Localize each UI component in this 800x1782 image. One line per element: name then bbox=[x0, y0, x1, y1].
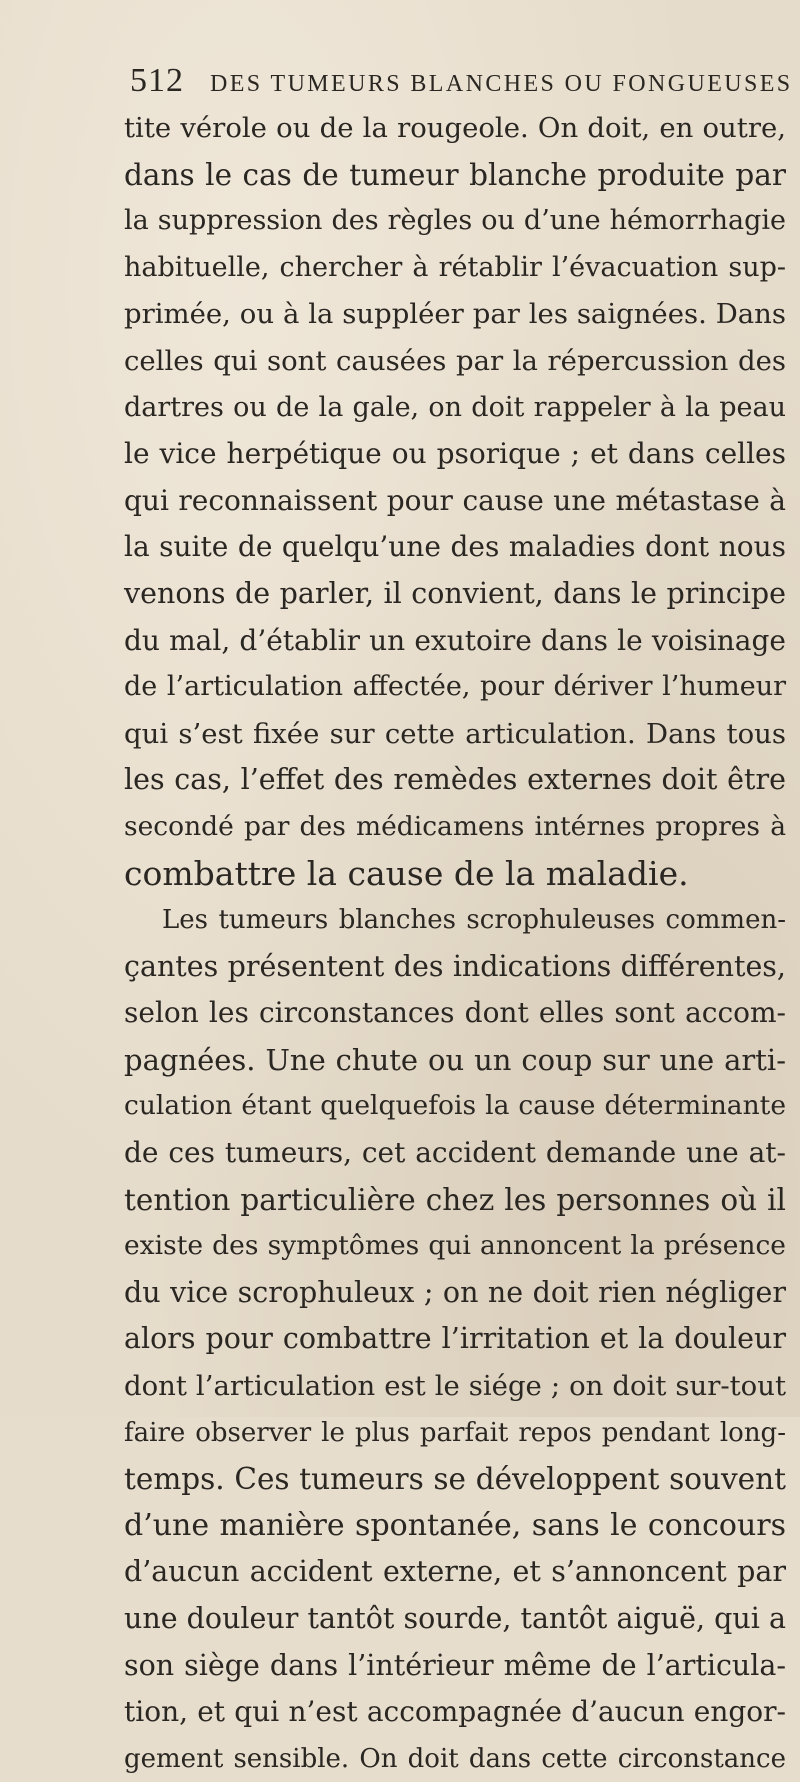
text-line: qui reconnaissent pour cause une métastase à bbox=[124, 483, 786, 517]
text-line: existe des symptômes qui annoncent la présence bbox=[124, 1230, 786, 1262]
text-line: gement sensible. On doit dans cette circonstance bbox=[124, 1743, 786, 1774]
text-line: les cas, l’effet des remèdes externes doit être bbox=[124, 763, 786, 797]
text-line: culation étant quelquefois la cause déterminante bbox=[124, 1090, 786, 1122]
text-line: habituelle, chercher à rétablir l’évacuation sup- bbox=[124, 251, 786, 283]
text-line: dont l’articulation est le siége ; on doit sur-tout bbox=[124, 1370, 786, 1403]
text-line: d’une manière spontanée, sans le concours bbox=[124, 1507, 786, 1543]
text-line: selon les circonstances dont elles sont accom- bbox=[124, 996, 786, 1030]
text-line: de l’articulation affectée, pour dériver l’humeur bbox=[124, 671, 786, 703]
text-line: tion, et qui n’est accompagnée d’aucun engor- bbox=[124, 1695, 786, 1729]
text-line: secondé par des médicamens intérnes propres à bbox=[124, 810, 786, 842]
text-line: dans le cas de tumeur blanche produite par bbox=[124, 157, 786, 192]
paragraph-end-line: combattre la cause de la maladie. bbox=[124, 853, 689, 893]
text-line: le vice herpétique ou psorique ; et dans celles bbox=[124, 437, 786, 471]
text-line: la suite de quelqu’une des maladies dont nous bbox=[124, 530, 786, 564]
text-line: dartres ou de la gale, on doit rappeler à la peau bbox=[124, 391, 786, 423]
text-line: une douleur tantôt sourde, tantôt aiguë, qui a bbox=[124, 1602, 786, 1635]
text-line: temps. Ces tumeurs se développent souvent bbox=[124, 1462, 786, 1497]
page-header bbox=[130, 62, 793, 102]
text-line: qui s’est fixée sur cette articulation. Dans tous bbox=[124, 717, 786, 750]
text-line: de ces tumeurs, cet accident demande une at- bbox=[124, 1136, 786, 1170]
text-line: çantes présentent des indications différentes, bbox=[124, 949, 786, 983]
running-title: DES TUMEURS BLANCHES OU FONGUEUSES bbox=[210, 71, 793, 97]
text-line: d’aucun accident externe, et s’annoncent par bbox=[124, 1555, 786, 1589]
page-number: 512 bbox=[130, 62, 184, 99]
body-text bbox=[124, 105, 786, 1782]
text-line: du mal, d’établir un exutoire dans le voisinage bbox=[124, 623, 786, 657]
text-line: du vice scrophuleux ; on ne doit rien négliger bbox=[124, 1275, 786, 1309]
text-line: celles qui sont causées par la répercussion des bbox=[124, 344, 786, 377]
text-line: primée, ou à la suppléer par les saignées. Dans bbox=[124, 298, 786, 331]
paragraph-start-line: Les tumeurs blanches scrophuleuses commen- bbox=[162, 905, 786, 936]
text-line: venons de parler, il convient, dans le principe bbox=[124, 576, 786, 610]
text-line: la suppression des règles ou d’une hémorrhagie bbox=[124, 205, 786, 237]
text-line: pagnées. Une chute ou un coup sur une arti- bbox=[124, 1042, 786, 1077]
text-line: alors pour combattre l’irritation et la douleur bbox=[124, 1322, 786, 1356]
text-line: tention particulière chez les personnes où il bbox=[124, 1182, 786, 1217]
text-line: son siège dans l’intérieur même de l’articula- bbox=[124, 1648, 786, 1682]
text-line: faire observer le plus parfait repos pendant long- bbox=[124, 1417, 786, 1448]
text-line: tite vérole ou de la rougeole. On doit, en outre, bbox=[124, 112, 786, 144]
